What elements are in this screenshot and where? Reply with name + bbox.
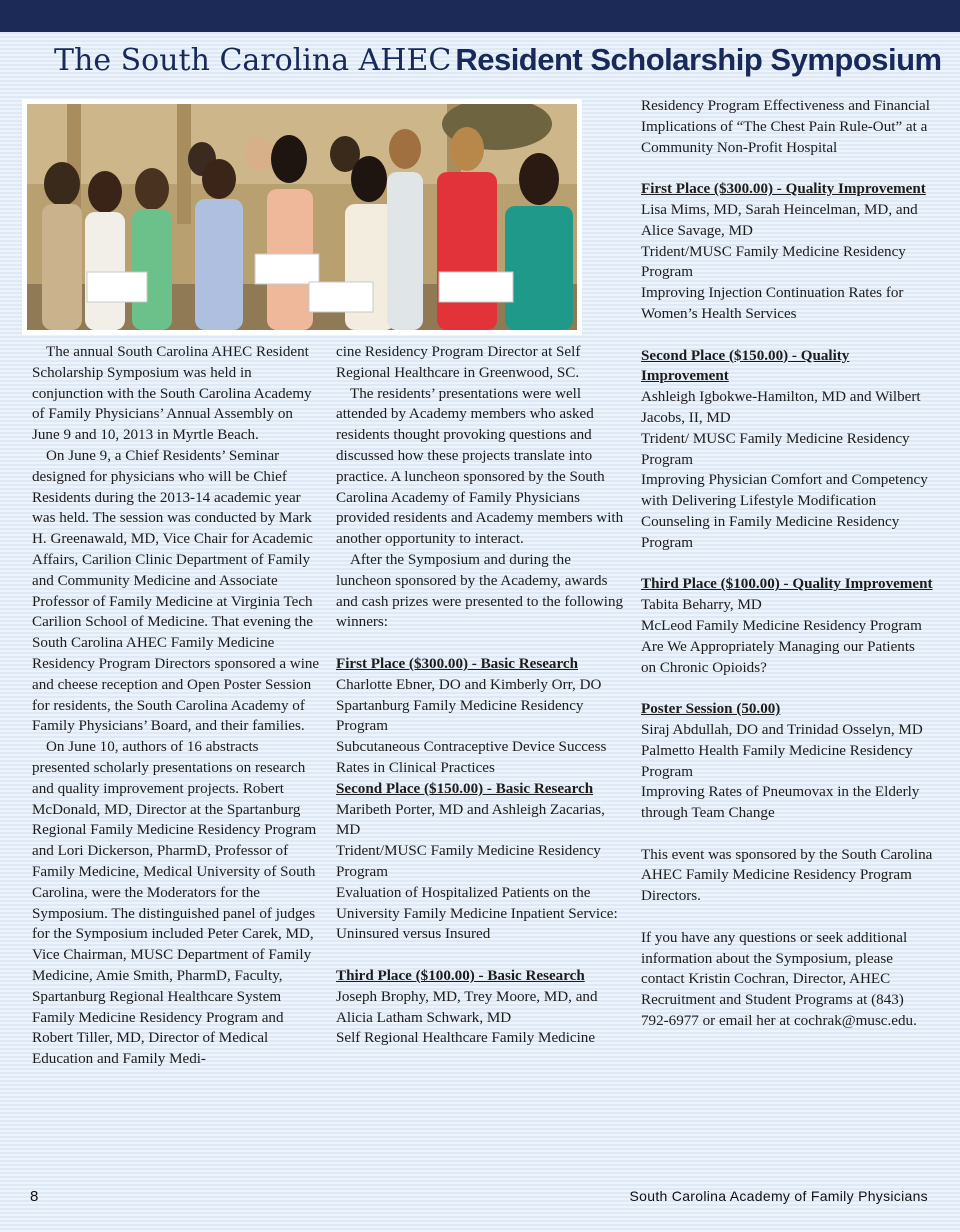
award-program: Trident/MUSC Family Medicine Residency Program	[641, 243, 906, 281]
award-project: Evaluation of Hospitalized Patients on the University Family Medicine Inpatient Service: Uninsured versus Insured	[336, 884, 618, 943]
winners-intro-paragraph: After the Symposium and during the luncheon sponsored by the Academy, awards and cash prizes were presented to the following winners:	[336, 551, 624, 631]
award-heading: First Place ($300.00) - Basic Research	[336, 655, 578, 672]
award-project: Improving Rates of Pneumovax in the Elderly through Team Change	[641, 784, 920, 822]
award-project: Improving Injection Continuation Rates for Women’s Health Services	[641, 285, 904, 322]
award-names: Tabita Beharry, MD	[641, 597, 762, 614]
award-program: Trident/MUSC Family Medicine Residency Program	[336, 843, 601, 880]
award-project-continued: Residency Program Effectiveness and Financial Implications of “The Chest Pain Rule-Out” at a Community Non-Profit Hospital	[641, 98, 930, 156]
column-1	[32, 342, 320, 1070]
contact-paragraph: If you have any questions or seek additional information about the Symposium, please contact Kristin Cochran, Director, AHEC Recruitment and Student Programs at (843) 792-6977 or email her at cochrak@musc.edu.	[641, 929, 917, 1030]
column-2	[336, 342, 626, 1049]
award-project: Are We Appropriately Managing our Patients on Chronic Opioids?	[641, 638, 915, 676]
award-heading: Second Place ($150.00) - Quality Improvement	[641, 347, 850, 385]
publication-name: South Carolina Academy of Family Physicians	[629, 1188, 928, 1204]
award-program: Palmetto Health Family Medicine Residency Program	[641, 742, 913, 780]
award-heading: Second Place ($150.00) - Basic Research	[336, 780, 594, 797]
top-banner	[0, 0, 960, 32]
title-regular: The South Carolina AHEC	[54, 43, 452, 78]
award-heading: Third Place ($100.00) - Basic Research	[336, 967, 585, 984]
award-program: McLeod Family Medicine Residency Program	[641, 617, 922, 634]
group-photo-illustration	[27, 104, 577, 330]
sponsor-paragraph: This event was sponsored by the South Carolina AHEC Family Medicine Residency Program Directors.	[641, 846, 933, 905]
award-heading: Poster Session (50.00)	[641, 701, 781, 718]
award-heading: Third Place ($100.00) - Quality Improvement	[641, 576, 933, 593]
award-names: Charlotte Ebner, DO and Kimberly Orr, DO	[336, 676, 602, 693]
director-paragraph-continued: cine Residency Program Director at Self Regional Healthcare in Greenwood, SC.	[336, 344, 581, 381]
page-number: 8	[30, 1188, 39, 1205]
attendance-paragraph: The residents’ presentations were well attended by Academy members who asked residents thought provoking questions and discussed how these projects translate into practice. A luncheon sponsored by the South Carolina Academy of Family Physicians provided residents and Academy members with another opportunity to interact.	[336, 385, 624, 548]
presentations-paragraph: On June 10, authors of 16 abstracts presented scholarly presentations on research and quality improvement projects. Robert McDonald, MD, Director at the Spartanburg Regional Family Medicine Residency Program and Lori Dickerson, PharmD, Professor of Family Medicine, Medical University of South Carolina, were the Moderators for the Symposium. The distinguished panel of judges for the Symposium included Peter Carek, MD, Vice Chairman, MUSC Department of Family Medicine, Amie Smith, PharmD, Faculty, Spartanburg Regional Healthcare System Family Medicine Residency Program and Robert Tiller, MD, Director of Medical Education and Family Medi-	[32, 739, 317, 1068]
award-program: Trident/ MUSC Family Medicine Residency Program	[641, 430, 910, 468]
group-photo	[22, 99, 582, 335]
award-names: Maribeth Porter, MD and Ashleigh Zacarias, MD	[336, 801, 605, 839]
column-3	[641, 96, 933, 1032]
award-names: Siraj Abdullah, DO and Trinidad Osselyn, MD	[641, 721, 923, 738]
intro-paragraph: The annual South Carolina AHEC Resident Scholarship Symposium was held in conjunction with the South Carolina Academy of Family Physicians’ Annual Assembly on June 9 and 10, 2013 in Myrtle Beach.	[32, 344, 312, 444]
award-project: Subcutaneous Contraceptive Device Success Rates in Clinical Practices	[336, 739, 607, 776]
award-project: Improving Physician Comfort and Competency with Delivering Lifestyle Modification Counseling in Family Medicine Residency Program	[641, 472, 928, 551]
seminar-paragraph: On June 9, a Chief Residents’ Seminar designed for physicians who will be Chief Residents during the 2013-14 academic year was held. The session was conducted by Mark H. Greenawald, MD, Vice Chair for Academic Affairs, Carilion Clinic Department of Family and Community Medicine and Associate Professor of Family Medicine at Virginia Tech Carilion School of Medicine. That evening the South Carolina AHEC Family Medicine Residency Program Directors sponsored a wine and cheese reception and Open Poster Session for residents, the South Carolina Academy of Family Physicians’ Board, and their families.	[32, 447, 320, 735]
award-heading: First Place ($300.00) - Quality Improvement	[641, 181, 926, 198]
page-title	[54, 42, 942, 86]
award-names: Lisa Mims, MD, Sarah Heincelman, MD, and Alice Savage, MD	[641, 201, 918, 239]
award-names: Joseph Brophy, MD, Trey Moore, MD, and Alicia Latham Schwark, MD	[336, 988, 598, 1026]
award-program: Self Regional Healthcare Family Medicine	[336, 1030, 596, 1047]
award-program: Spartanburg Family Medicine Residency Program	[336, 697, 584, 735]
title-bold: Resident Scholarship Symposium	[455, 42, 942, 77]
award-names: Ashleigh Igbokwe-Hamilton, MD and Wilbert Jacobs, II, MD	[641, 389, 921, 426]
